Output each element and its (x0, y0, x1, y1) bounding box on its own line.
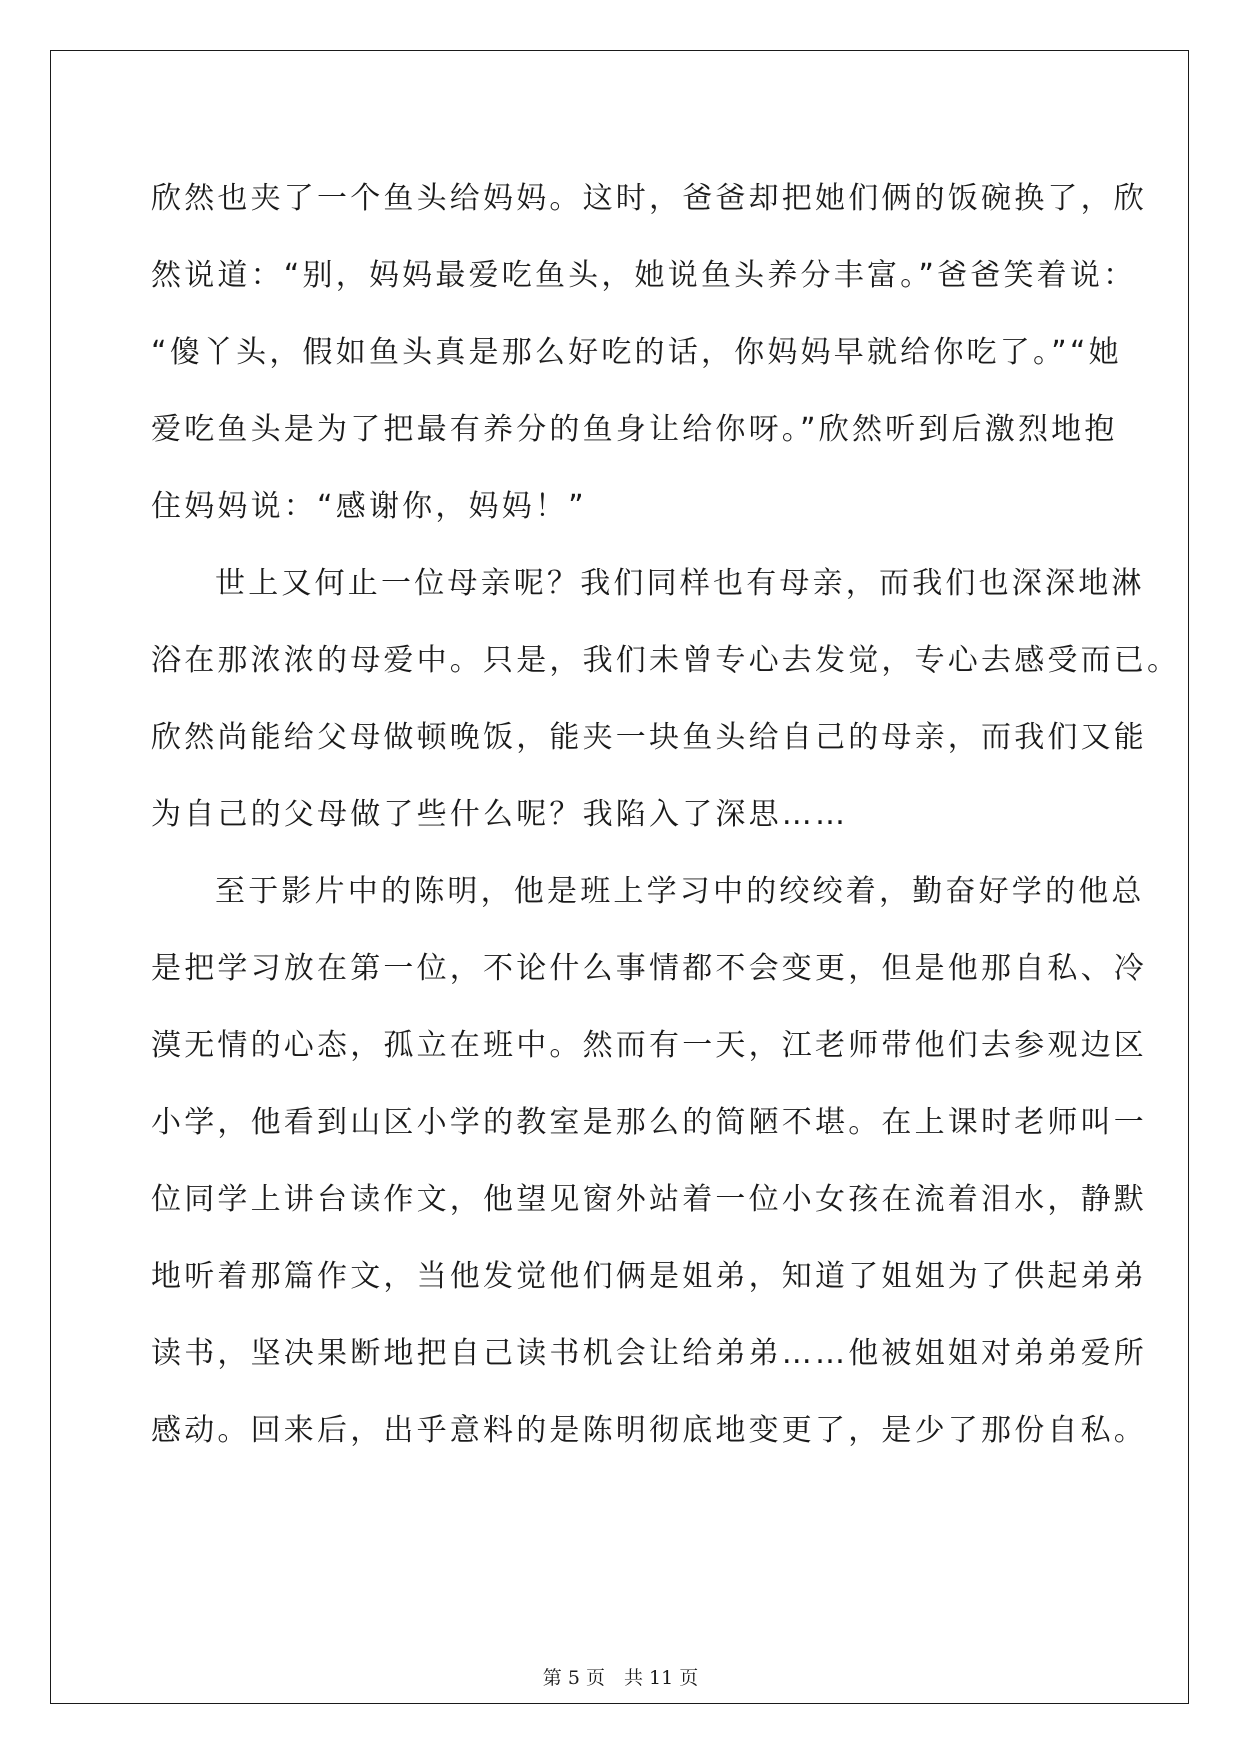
text-line: 读书，坚决果断地把自己读书机会让给弟弟……他被姐姐对弟弟爱所 (151, 1336, 1147, 1371)
text-line: 住妈妈说：“感谢你，妈妈！” (151, 489, 587, 524)
text-line: 为自己的父母做了些什么呢？我陷入了深思…… (151, 797, 849, 832)
paragraph-3 (151, 853, 1147, 1469)
text-line: 然说道：“别，妈妈最爱吃鱼头，她说鱼头养分丰富。”爸爸笑着说： (151, 258, 1137, 293)
text-line: 地听着那篇作文，当他发觉他们俩是姐弟，知道了姐姐为了供起弟弟 (151, 1259, 1147, 1294)
text-line: 感动。回来后，出乎意料的是陈明彻底地变更了，是少了那份自私。 (151, 1413, 1147, 1448)
text-line: “傻丫头，假如鱼头真是那么好吃的话，你妈妈早就给你吃了。”“她 (151, 335, 1122, 370)
text-line: 欣然也夹了一个鱼头给妈妈。这时，爸爸却把她们俩的饭碗换了，欣 (151, 181, 1147, 216)
page-number: 第 5 页 共 11 页 (542, 1667, 699, 1689)
paragraph-1 (151, 160, 1147, 545)
text-line: 小学，他看到山区小学的教室是那么的简陋不堪。在上课时老师叫一 (151, 1105, 1147, 1140)
paragraph-2 (151, 545, 1181, 853)
text-line: 爱吃鱼头是为了把最有养分的鱼身让给你呀。”欣然听到后激烈地抱 (151, 412, 1118, 447)
text-line: 漠无情的心态，孤立在班中。然而有一天，江老师带他们去参观边区 (151, 1028, 1147, 1063)
text-line: 世上又何止一位母亲呢？我们同样也有母亲，而我们也深深地淋 (215, 566, 1145, 601)
text-line: 浴在那浓浓的母爱中。只是，我们未曾专心去发觉，专心去感受而已。 (151, 643, 1181, 678)
text-line: 是把学习放在第一位，不论什么事情都不会变更，但是他那自私、冷 (151, 951, 1147, 986)
text-line: 至于影片中的陈明，他是班上学习中的绞绞着，勤奋好学的他总 (215, 874, 1145, 909)
text-line: 位同学上讲台读作文，他望见窗外站着一位小女孩在流着泪水，静默 (151, 1182, 1147, 1217)
document-body (151, 160, 1181, 1469)
text-line: 欣然尚能给父母做顿晚饭，能夹一块鱼头给自己的母亲，而我们又能 (151, 720, 1147, 755)
